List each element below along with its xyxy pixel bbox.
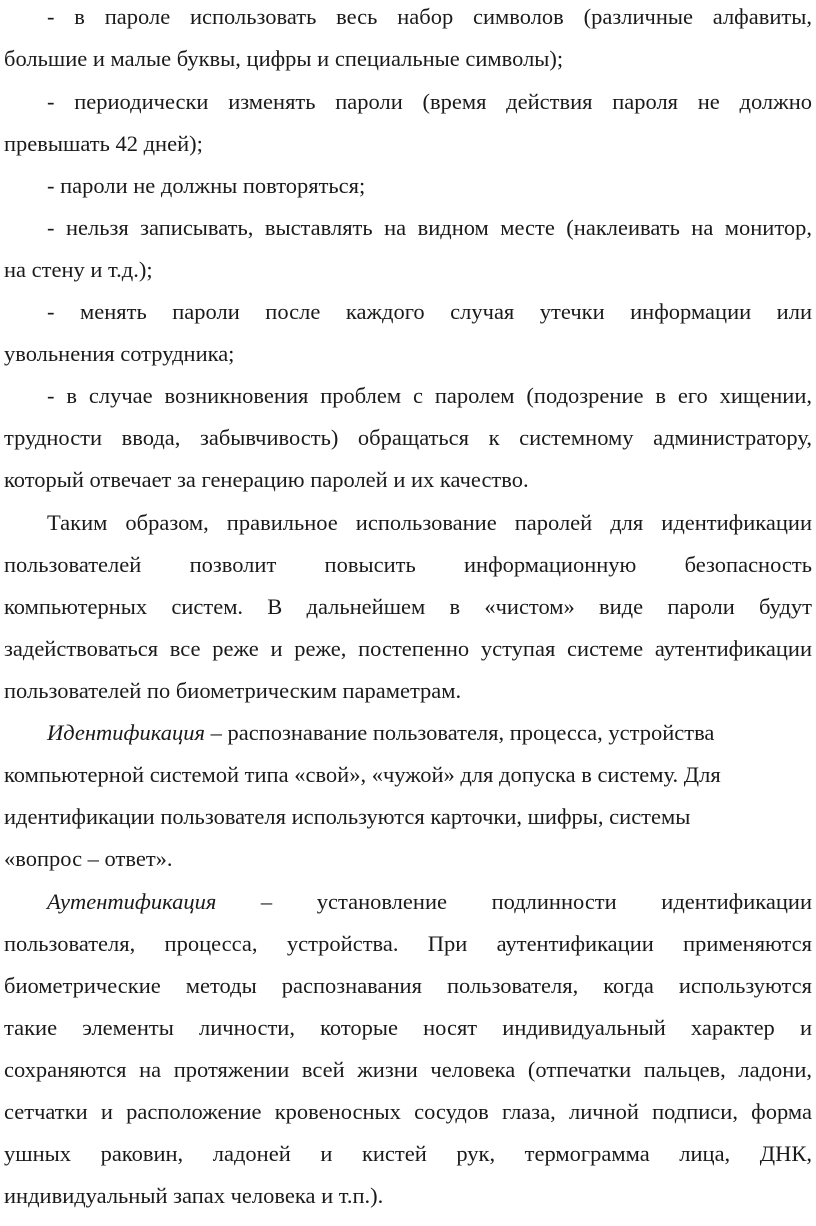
text-line: компьютерной системой типа «свой», «чужой» для допуска в систему. Для bbox=[4, 762, 721, 787]
text-line: - периодически изменять пароли (время действия пароля не должно bbox=[47, 89, 812, 114]
text-line: - в пароле использовать весь набор символов (различные алфавиты, bbox=[47, 4, 812, 29]
text-line: который отвечает за генерацию паролей и их качество. bbox=[4, 467, 529, 492]
text-line: биометрические методы распознавания пользователя, когда используются bbox=[4, 973, 812, 998]
text-line: «вопрос – ответ». bbox=[4, 846, 173, 871]
text-line: идентификации пользователя используются карточки, шифры, системы bbox=[4, 804, 691, 829]
text-line: - в случае возникновения проблем с паролем (подозрение в его хищении, bbox=[47, 383, 812, 408]
definition-line bbox=[47, 888, 812, 916]
text-line: на стену и т.д.); bbox=[4, 257, 153, 282]
text-line: - пароли не должны повторяться; bbox=[47, 173, 366, 198]
text-line: - менять пароли после каждого случая утечки информации или bbox=[47, 299, 812, 324]
text-line: пользователей по биометрическим параметрам. bbox=[4, 678, 462, 703]
text-line: пользователя, процесса, устройства. При аутентификации применяются bbox=[4, 931, 812, 956]
text-line: такие элементы личности, которые носят индивидуальный характер и bbox=[4, 1015, 812, 1040]
text-line: компьютерных систем. В дальнейшем в «чистом» виде пароли будут bbox=[4, 594, 812, 619]
text-line: трудности ввода, забывчивость) обращаться к системному администратору, bbox=[4, 425, 812, 450]
text-line: ушных раковин, ладоней и кистей рук, термограмма лица, ДНК, bbox=[4, 1141, 812, 1166]
definition-text: – установление подлинности идентификации bbox=[216, 889, 812, 914]
text-line: Таким образом, правильное использование паролей для идентификации bbox=[47, 510, 812, 535]
text-line: пользователей позволит повысить информационную безопасность bbox=[4, 552, 812, 577]
text-line: превышать 42 дней); bbox=[4, 131, 203, 156]
text-line: сохраняются на протяжении всей жизни человека (отпечатки пальцев, ладони, bbox=[4, 1057, 812, 1082]
text-line: увольнения сотрудника; bbox=[4, 341, 235, 366]
text-line: сетчатки и расположение кровеносных сосудов глаза, личной подписи, форма bbox=[4, 1099, 812, 1124]
text-line: задействоваться все реже и реже, постепенно уступая системе аутентификации bbox=[4, 636, 812, 661]
definition-text: – распознавание пользователя, процесса, устройства bbox=[204, 720, 715, 745]
text-line: большие и малые буквы, цифры и специальные символы); bbox=[4, 46, 564, 71]
text-line: индивидуальный запах человека и т.п.). bbox=[4, 1183, 384, 1208]
definition-line bbox=[47, 719, 812, 747]
term-identification: Идентификация bbox=[47, 720, 205, 745]
term-authentication: Аутентификация bbox=[47, 889, 217, 914]
text-line: - нельзя записывать, выставлять на видном месте (наклеивать на монитор, bbox=[47, 215, 812, 240]
